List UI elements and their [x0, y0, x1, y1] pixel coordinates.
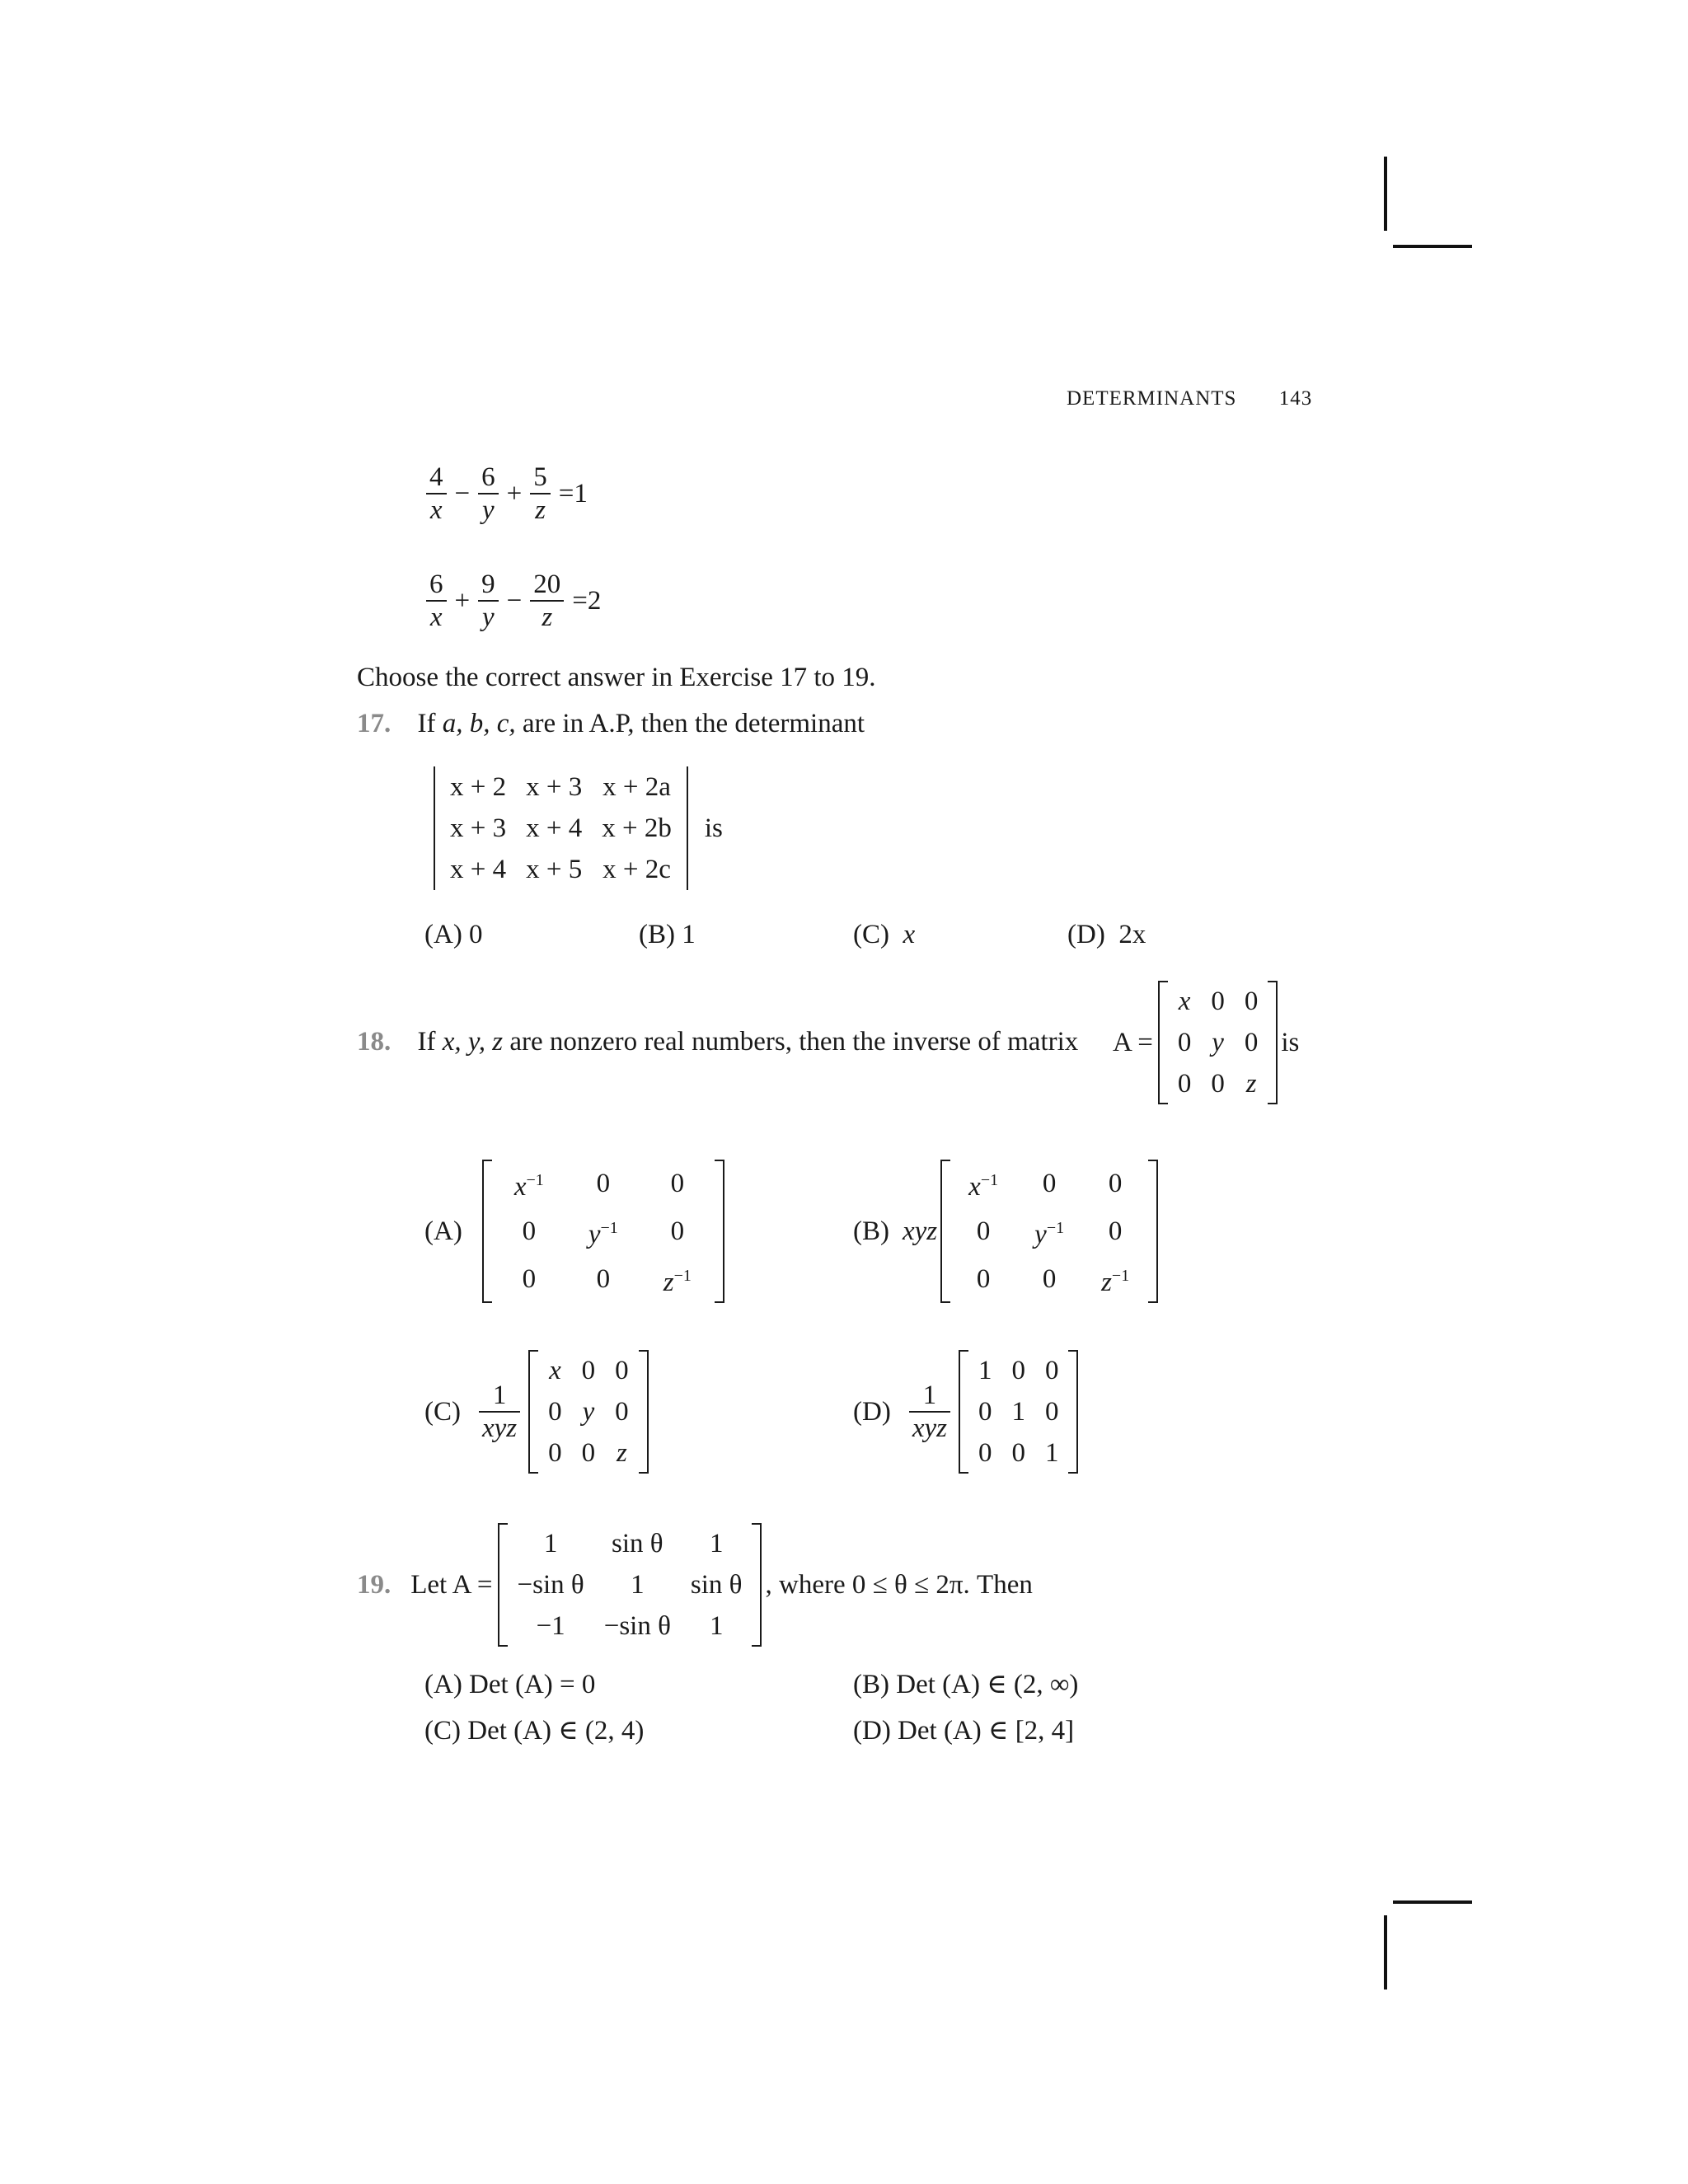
option-19-d: (D) Det (A) ∈ [2, 4] [853, 1716, 1075, 1746]
exercise-instruction: Choose the correct answer in Exercise 17 to 19. [357, 663, 876, 692]
crop-mark-top-horizontal [1393, 245, 1472, 248]
is-text: is [704, 813, 723, 843]
option-19-c: (C) Det (A) ∈ (2, 4) [424, 1716, 645, 1746]
fraction: $\frac{6}{y}$ [478, 462, 499, 526]
option-17-c: (C) x [853, 920, 916, 949]
option-18-d: (D) $\frac{1}{\text{xyz}}$ 1 0 0 0 1 0 0 0 1 [853, 1350, 1078, 1474]
matrix: x 0 0 0 y 0 0 0 z [1158, 981, 1278, 1104]
option-17-d: (D) 2x [1067, 920, 1146, 949]
fraction: $\frac{1}{\text{xyz}}$ [909, 1380, 950, 1444]
determinant: x + 2 x + 3 x + 2a x + 3 x + 4 x + 2b x + 4 x + 5 x + 2c [429, 766, 693, 890]
question-19-stem: 19. Let A = 1 sin θ 1 −sin θ 1 sin θ −1 −sin θ 1 , where 0 ≤ θ ≤ 2π. Then [357, 1523, 1033, 1647]
matrix: 1 sin θ 1 −sin θ 1 sin θ −1 −sin θ 1 [498, 1523, 762, 1647]
matrix: $x^{-1}$ 0 0 0 $y^{-1}$ 0 0 0 $z^{-1}$ [940, 1160, 1158, 1303]
fraction: $\frac{4}{x}$ [426, 462, 447, 526]
crop-mark-top-vertical [1384, 157, 1387, 231]
question-18-matrix-a: A = x 0 0 0 y 0 0 0 z is [1113, 981, 1299, 1104]
equation-1: $\frac{4}{x}$ − $\frac{6}{y}$ + $\frac{5}{z}$ =1 [423, 462, 593, 526]
question-number: 18. [357, 1027, 392, 1057]
fraction: $\frac{1}{\text{xyz}}$ [479, 1380, 520, 1444]
option-17-b: (B) 1 [639, 920, 696, 949]
fraction: $\frac{20}{z}$ [530, 569, 564, 633]
option-18-b: (B) xyz $x^{-1}$ 0 0 0 $y^{-1}$ 0 0 0 $z^{-1}$ [853, 1160, 1158, 1303]
option-18-c: (C) $\frac{1}{\text{xyz}}$ x 0 0 0 y 0 0 0 z [424, 1350, 649, 1474]
crop-mark-bottom-horizontal [1393, 1900, 1472, 1904]
equation-2: $\frac{6}{x}$ + $\frac{9}{y}$ − $\frac{20}{z}$ =2 [423, 569, 606, 633]
running-header [1067, 387, 1312, 410]
option-19-a: (A) Det (A) = 0 [424, 1670, 596, 1699]
fraction: $\frac{6}{x}$ [426, 569, 447, 633]
question-number: 19. [357, 1569, 392, 1600]
matrix: 1 0 0 0 1 0 0 0 1 [959, 1350, 1079, 1474]
fraction: $\frac{9}{y}$ [478, 569, 499, 633]
option-17-a: (A) 0 [424, 920, 483, 949]
question-number: 17. [357, 709, 392, 738]
question-18-stem: 18. If x, y, z are nonzero real numbers, then the inverse of matrix [357, 1027, 1079, 1057]
option-18-a: (A) $x^{-1}$ 0 0 0 $y^{-1}$ 0 0 0 $z^{-1}$ [424, 1160, 724, 1303]
page-number: 143 [1278, 387, 1313, 410]
crop-mark-bottom-vertical [1384, 1915, 1387, 1990]
matrix: x 0 0 0 y 0 0 0 z [528, 1350, 649, 1474]
question-17-stem: 17. If a, b, c, are in A.P, then the determinant [357, 709, 865, 738]
fraction: $\frac{5}{z}$ [530, 462, 551, 526]
question-17-determinant [429, 766, 723, 890]
chapter-title: DETERMINANTS [1067, 387, 1237, 410]
matrix: $x^{-1}$ 0 0 0 $y^{-1}$ 0 0 0 $z^{-1}$ [482, 1160, 724, 1303]
option-19-b: (B) Det (A) ∈ (2, ∞) [853, 1670, 1079, 1699]
